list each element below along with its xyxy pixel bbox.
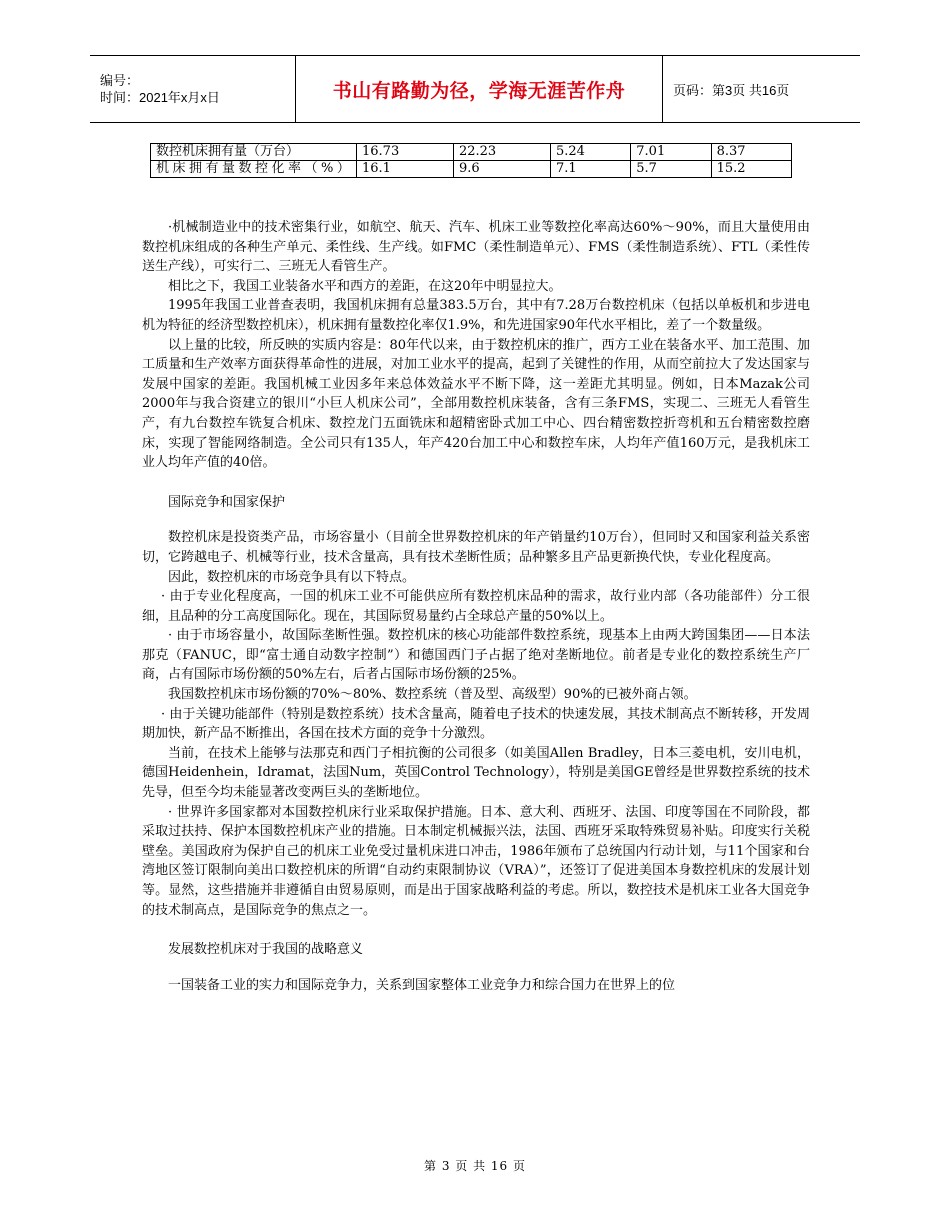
bullet-paragraph: · 世界许多国家都对本国数控机床行业采取保护措施。日本、意大利、西班牙、法国、印度等国在不同阶段，都采取过扶持、保护本国数控机床产业的措施。日本制定机械振兴法，法国、西班牙采取特殊贸易补贴。印度实行关税壁垒。美国政府为保护自己的机床工业免受过量机床进口冲击，1986年颁布了总统国内行动计划，与11个国家和台湾地区签订限制向美出口数控机床的所谓“自动约束限制协议（VRA）”，还签订了促进美国本身数控机床的发展计划等。显然，这些措施并非遵循自由贸易原则，而是出于国家战略利益的考虑。所以，数控技术是机床工业各大国竞争的技术制高点，是国际竞争的焦点之一。 xyxy=(142,804,810,918)
paragraph: 相比之下，我国工业装备水平和西方的差距，在这20年中明显拉大。 xyxy=(168,278,562,294)
bullet-paragraph: · 由于市场容量小，故国际垄断性强。数控机床的核心功能部件数控系统，现基本上由两大跨国集团——日本法那克（FANUC，即“富士通自动数字控制”）和德国西门子占据了绝对垄断地位。前者是专业化的数控系统生产厂商，占有国际市场份额的50%左右，后者占国际市场份额的25%。 xyxy=(142,628,810,683)
table-cell: 22.23 xyxy=(453,144,550,161)
number-label: 编号： xyxy=(100,73,140,88)
paragraph: 数控机床是投资类产品，市场容量小（目前全世界数控机床的年产销量约10万台），但同时又和国家利益关系密切，它跨越电子、机械等行业，技术含量高，具有技术垄断性质；品种繁多且产品更新换代快，专业化程度高。 xyxy=(142,530,810,565)
page-footer: 第 3 页 共 16 页 xyxy=(424,1159,526,1173)
paragraph: 1995年我国工业普查表明，我国机床拥有总量383.5万台，其中有7.28万台数控机床（包括以单板机和步进电机为特征的经济型数控机床），机床拥有量数控化率仅1.9%，和先进国家90年代水平相比，差了一个数量级。 xyxy=(142,298,810,333)
time-label: 时间：2021年x月x日 xyxy=(100,90,220,105)
header-motto-cell xyxy=(295,56,663,122)
table-row xyxy=(151,144,792,161)
table-row xyxy=(151,161,792,178)
paragraph: ·机械制造业中的技术密集行业，如航空、航天、汽车、机床工业等数控化率高达60%～90%，而且大量使用由数控机床组成的各种生产单元、柔性线、生产线。如FMC（柔性制造单元）、FMS（柔性制造系统）、FTL（柔性传送生产线），可实行二、三班无人看管生产。 xyxy=(142,220,810,275)
table-cell: 9.6 xyxy=(453,161,550,178)
paragraph: 以上量的比较，所反映的实质内容是：80年代以来，由于数控机床的推广，西方工业在装备水平、加工范围、加工质量和生产效率方面获得革命性的进展，对加工业水平的提高，起到了关键性的作用，从而空前拉大了发达国家与发展中国家的差距。我国机械工业因多年来总体效益水平不断下降，这一差距尤其明显。例如，日本Mazak公司2000年与我合资建立的银川“小巨人机床公司”，全部用数控机床装备，含有三条FMS，实现二、三班无人看管生产，有九台数控车铣复合机床、数控龙门五面铣床和超精密卧式加工中心、四台精密数控折弯机和五台精密数控磨床，实现了智能网络制造。全公司只有135人，年产420台加工中心和数控车床，人均年产值160万元，是我机床工业人均年产值的40倍。 xyxy=(142,337,810,471)
table-cell: 16.73 xyxy=(357,144,454,161)
table-cell: 5.24 xyxy=(550,144,630,161)
cnc-stats-table xyxy=(150,143,792,178)
document-body xyxy=(142,218,810,995)
table-cell: 16.1 xyxy=(357,161,454,178)
table-row-label: 机床拥有量数控化率（%） xyxy=(151,161,357,178)
header-page-info: 页码：第3页 共16页 xyxy=(673,82,790,98)
page-header xyxy=(90,55,860,123)
table-cell: 7.01 xyxy=(631,144,711,161)
table-cell: 15.2 xyxy=(711,161,791,178)
bullet-paragraph: · 由于专业化程度高，一国的机床工业不可能供应所有数控机床品种的需求，故行业内部（各功能部件）分工很细，且品种的分工高度国际化。现在，其国际贸易量约占全球总产量的50%以上。 xyxy=(142,589,810,624)
paragraph: 我国数控机床市场份额的70%～80%、数控系统（普及型、高级型）90%的已被外商占领。 xyxy=(168,687,697,703)
bullet-paragraph: · 由于关键功能部件（特别是数控系统）技术含量高，随着电子技术的快速发展，其技术制高点不断转移，开发周期加快，新产品不断推出，各国在技术方面的竞争十分激烈。 xyxy=(142,706,810,742)
table-cell: 5.7 xyxy=(631,161,711,178)
paragraph: 因此，数控机床的市场竞争具有以下特点。 xyxy=(168,569,416,585)
paragraph: 一国装备工业的实力和国际竞争力，关系到国家整体工业竞争力和综合国力在世界上的位 xyxy=(168,977,676,993)
table-cell: 7.1 xyxy=(550,161,630,178)
paragraph: 当前，在技术上能够与法那克和西门子相抗衡的公司很多（如美国Allen Bradley，日本三菱电机，安川电机，德国Heidenhein，Idramat，法国Num，英国Control Technology），特别是美国GE曾经是世界数控系统的技术先导，但至今均未能显著改变两巨头的垄断地位。 xyxy=(142,745,810,801)
header-motto: 书山有路勤为径，学海无涯苦作舟 xyxy=(332,79,626,102)
table-cell: 8.37 xyxy=(711,144,791,161)
section-heading: 发展数控机床对于我国的战略意义 xyxy=(168,942,364,958)
section-heading: 国际竞争和国家保护 xyxy=(168,494,286,510)
header-left xyxy=(90,56,295,122)
table-row-label: 数控机床拥有量（万台） xyxy=(151,144,357,161)
